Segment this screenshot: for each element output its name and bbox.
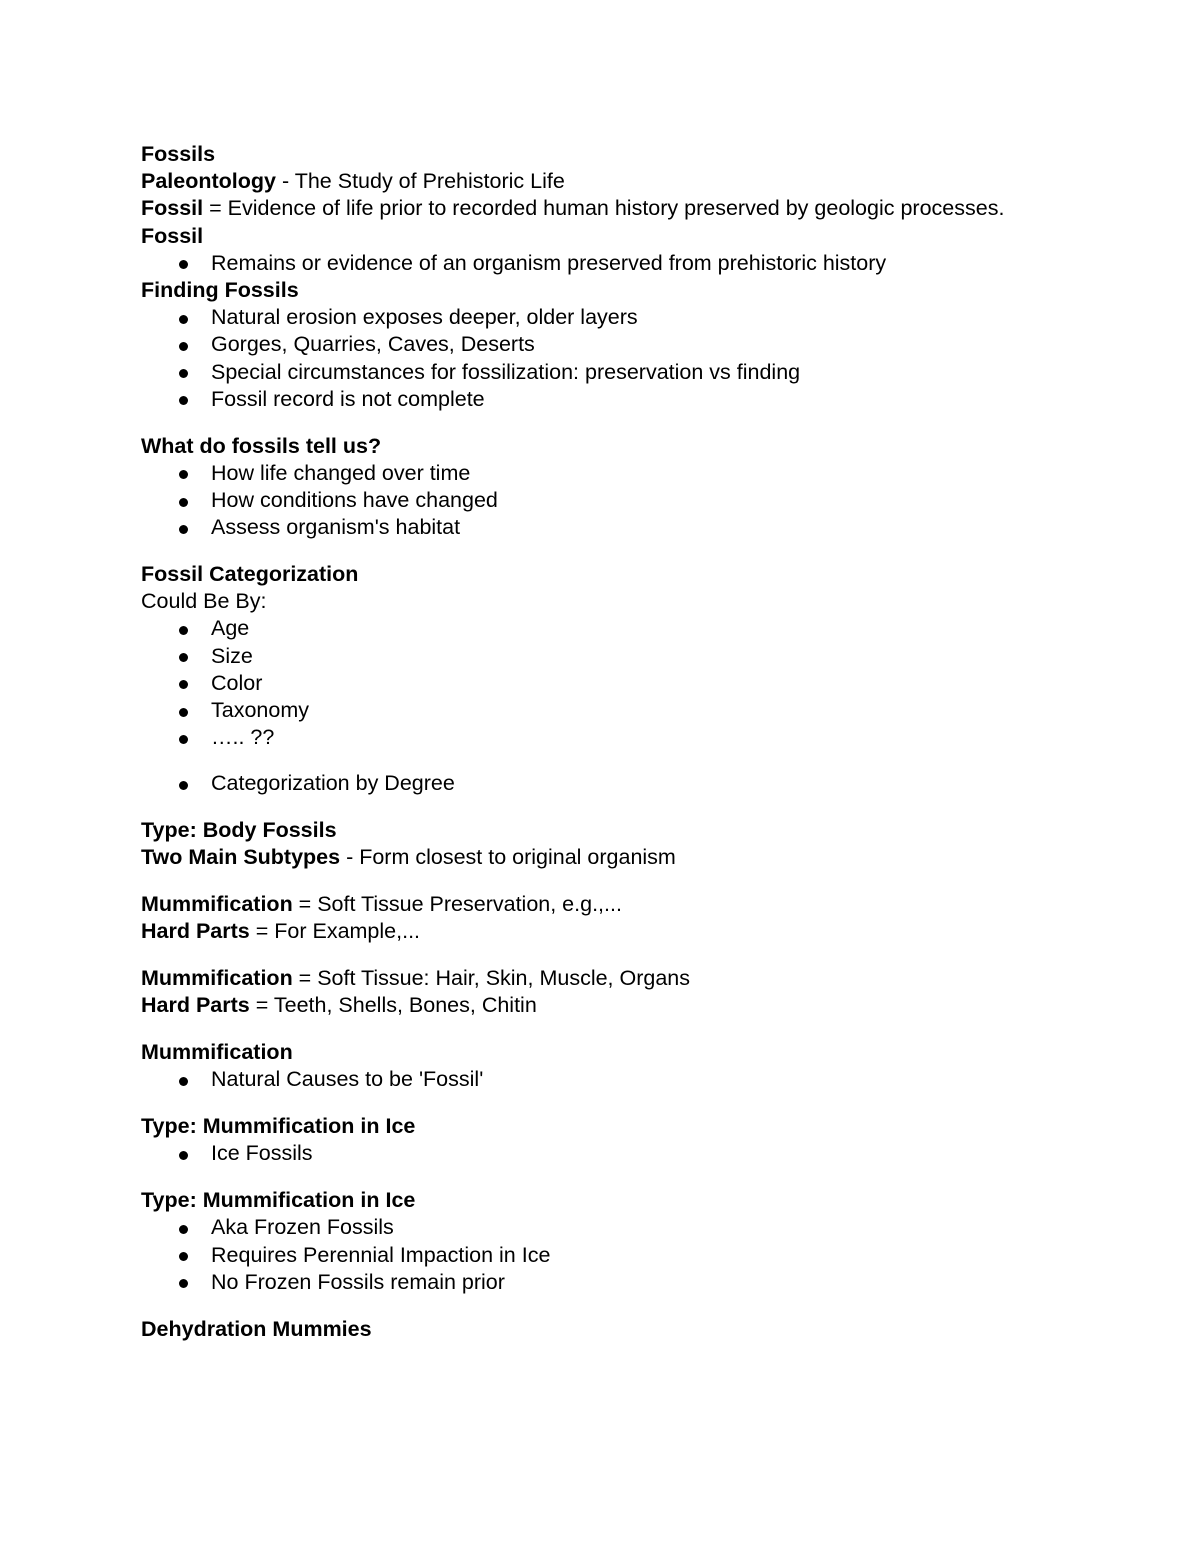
bullet-icon bbox=[179, 342, 188, 351]
list-item: Gorges, Quarries, Caves, Deserts bbox=[141, 331, 1041, 358]
mummification-example-a bbox=[141, 891, 1041, 918]
finding-fossils-heading: Finding Fossils bbox=[141, 278, 299, 303]
hard-parts-text: = For Example,... bbox=[249, 919, 421, 944]
mummification-term: Mummification bbox=[141, 966, 293, 991]
paleontology-definition bbox=[141, 168, 1041, 195]
fossil-heading: Fossil bbox=[141, 223, 204, 248]
list-item: Special circumstances for fossilization: preservation vs finding bbox=[141, 359, 1041, 386]
fossil-definition bbox=[141, 195, 1041, 222]
bullet-icon bbox=[179, 781, 188, 790]
document-title: Fossils bbox=[141, 142, 216, 166]
mummification-text: = Soft Tissue: Hair, Skin, Muscle, Organs bbox=[292, 966, 691, 991]
bullet-icon bbox=[179, 525, 188, 534]
mummification-term: Mummification bbox=[141, 892, 293, 917]
mummification-in-ice-heading-1: Type: Mummification in Ice bbox=[141, 1114, 416, 1139]
bullet-icon bbox=[179, 1252, 188, 1261]
mummification-list bbox=[141, 1066, 1041, 1093]
bullet-icon bbox=[179, 1151, 188, 1160]
bullet-icon bbox=[179, 470, 188, 479]
mummification-heading: Mummification bbox=[141, 1040, 293, 1065]
bullet-icon bbox=[179, 369, 188, 378]
mummification-text: = Soft Tissue Preservation, e.g.,... bbox=[292, 892, 622, 917]
bullet-icon bbox=[179, 653, 188, 662]
bullet-icon bbox=[179, 315, 188, 324]
categorization-list bbox=[141, 615, 1041, 797]
paleontology-term: Paleontology bbox=[141, 169, 276, 194]
hard-parts-term: Hard Parts bbox=[141, 993, 250, 1018]
list-item: Taxonomy bbox=[141, 697, 1041, 724]
bullet-icon bbox=[179, 680, 188, 689]
hard-parts-text: = Teeth, Shells, Bones, Chitin bbox=[249, 993, 537, 1018]
frozen-fossils-list bbox=[141, 1214, 1041, 1296]
finding-fossils-list bbox=[141, 304, 1041, 413]
two-main-subtypes bbox=[141, 844, 1041, 871]
list-item: ….. ?? bbox=[141, 724, 1041, 751]
fossil-categorization-heading: Fossil Categorization bbox=[141, 562, 359, 587]
list-item: Size bbox=[141, 643, 1041, 670]
paleontology-text: - The Study of Prehistoric Life bbox=[275, 169, 565, 194]
what-fossils-tell-heading: What do fossils tell us? bbox=[141, 433, 382, 458]
fossil-list bbox=[141, 250, 1041, 277]
bullet-icon bbox=[179, 1225, 188, 1234]
bullet-icon bbox=[179, 1077, 188, 1086]
what-fossils-tell-list bbox=[141, 460, 1041, 542]
body-fossils-heading: Type: Body Fossils bbox=[141, 818, 337, 843]
list-item: How conditions have changed bbox=[141, 487, 1041, 514]
list-item: Color bbox=[141, 670, 1041, 697]
bullet-icon bbox=[179, 260, 188, 269]
list-item: No Frozen Fossils remain prior bbox=[141, 1269, 1041, 1296]
list-item: Assess organism's habitat bbox=[141, 514, 1041, 541]
list-item: Age bbox=[141, 615, 1041, 642]
subtypes-term: Two Main Subtypes bbox=[141, 845, 341, 870]
list-item: Fossil record is not complete bbox=[141, 386, 1041, 413]
subtypes-text: - Form closest to original organism bbox=[340, 845, 676, 870]
dehydration-mummies-heading: Dehydration Mummies bbox=[141, 1316, 372, 1341]
bullet-icon bbox=[179, 735, 188, 744]
list-item: Requires Perennial Impaction in Ice bbox=[141, 1242, 1041, 1269]
bullet-icon bbox=[179, 708, 188, 717]
mummification-in-ice-heading-2: Type: Mummification in Ice bbox=[141, 1188, 416, 1213]
list-item: How life changed over time bbox=[141, 460, 1041, 487]
fossil-text: = Evidence of life prior to recorded human history preserved by geologic processes. bbox=[203, 196, 1005, 221]
fossil-term: Fossil bbox=[141, 196, 204, 221]
list-item: Categorization by Degree bbox=[141, 770, 1041, 797]
document-page bbox=[141, 141, 1041, 1343]
mummification-example-b bbox=[141, 965, 1041, 992]
bullet-icon bbox=[179, 1279, 188, 1288]
list-item: Remains or evidence of an organism preserved from prehistoric history bbox=[141, 250, 1041, 277]
ice-fossils-list bbox=[141, 1140, 1041, 1167]
bullet-icon bbox=[179, 626, 188, 635]
hard-parts-example-a bbox=[141, 918, 1041, 945]
list-item: Natural erosion exposes deeper, older layers bbox=[141, 304, 1041, 331]
list-item: Natural Causes to be 'Fossil' bbox=[141, 1066, 1041, 1093]
hard-parts-example-b bbox=[141, 992, 1041, 1019]
list-item: Ice Fossils bbox=[141, 1140, 1041, 1167]
could-be-by-label: Could Be By: bbox=[141, 589, 267, 614]
list-item: Aka Frozen Fossils bbox=[141, 1214, 1041, 1241]
bullet-icon bbox=[179, 396, 188, 405]
bullet-icon bbox=[179, 498, 188, 507]
hard-parts-term: Hard Parts bbox=[141, 919, 250, 944]
